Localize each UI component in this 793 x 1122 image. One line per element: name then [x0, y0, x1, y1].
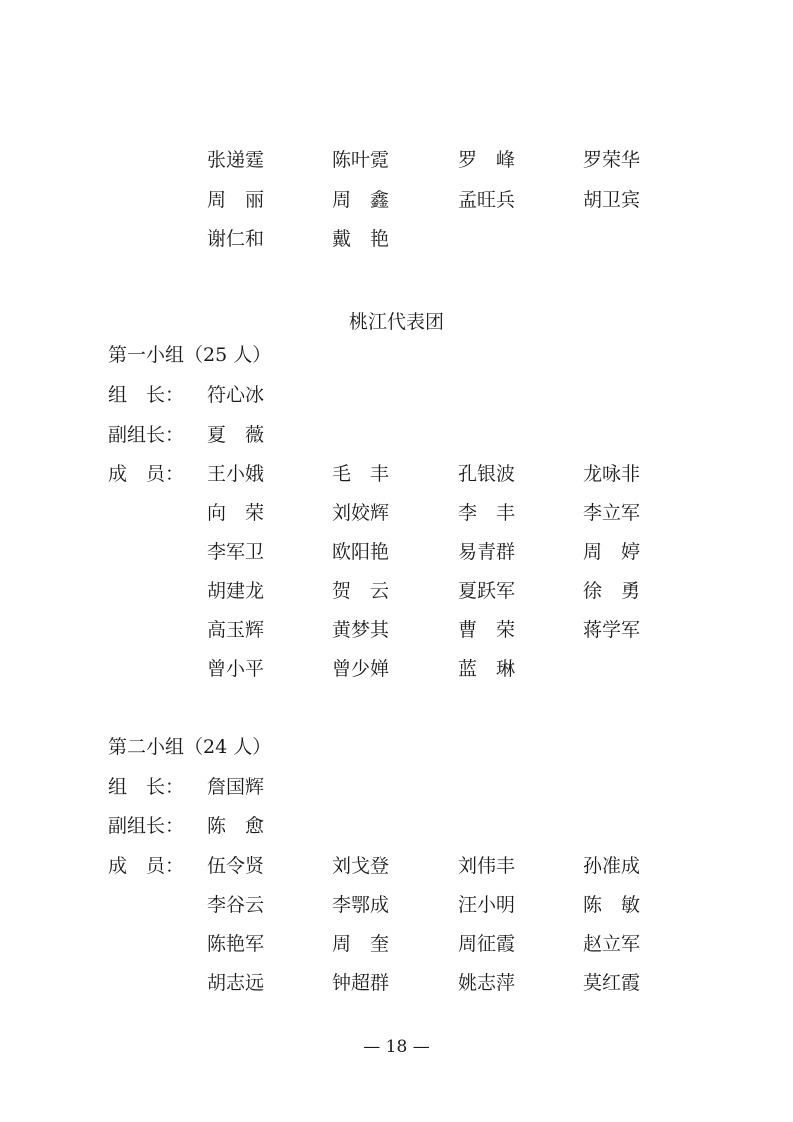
member-name: 汪小明: [458, 894, 516, 916]
member-row: [0, 929, 793, 959]
member-row: [0, 459, 793, 489]
member-name: 徐 勇: [583, 580, 641, 602]
member-row: [0, 537, 793, 567]
member-name: 姚志萍: [458, 972, 516, 994]
member-name: 刘伟丰: [458, 855, 516, 877]
member-name: 陈 敏: [583, 894, 641, 916]
member-name: 曾小平: [207, 658, 265, 680]
leader-label: 组 长：: [108, 776, 185, 798]
member-name: 周 丽: [207, 189, 265, 211]
group-title: 第二小组（24 人）: [108, 736, 272, 758]
member-name: 谢仁和: [207, 228, 265, 250]
group-title: 第一小组（25 人）: [108, 344, 272, 366]
member-name: 陈艳军: [207, 933, 265, 955]
delegation-title: 桃江代表团: [348, 311, 444, 333]
member-name: 莫红霞: [583, 972, 641, 994]
member-name: 向 荣: [207, 502, 265, 524]
leader-name: 符心冰: [207, 384, 265, 406]
member-name: 孟旺兵: [458, 189, 516, 211]
member-name: 李鄂成: [332, 894, 390, 916]
member-name: 毛 丰: [332, 463, 390, 485]
member-name: 周 奎: [332, 933, 390, 955]
member-name: 黄梦其: [332, 619, 390, 641]
member-name: 赵立军: [583, 933, 641, 955]
member-name: 曹 荣: [458, 619, 516, 641]
member-name: 罗 峰: [458, 149, 516, 171]
member-name: 李 丰: [458, 502, 516, 524]
member-row: [0, 145, 793, 175]
member-name: 胡建龙: [207, 580, 265, 602]
member-row: [0, 851, 793, 881]
member-name: 周 鑫: [332, 189, 390, 211]
members-label: 成 员：: [108, 463, 185, 485]
member-name: 钟超群: [332, 972, 390, 994]
member-name: 伍令贤: [207, 855, 265, 877]
page-number: — 18 —: [363, 1037, 430, 1057]
member-name: 胡志远: [207, 972, 265, 994]
member-name: 易青群: [458, 541, 516, 563]
member-name: 刘戈登: [332, 855, 390, 877]
member-name: 孔银波: [458, 463, 516, 485]
deputy-row: [0, 811, 793, 841]
member-row: [0, 890, 793, 920]
member-row: [0, 615, 793, 645]
leader-label: 组 长：: [108, 384, 185, 406]
deputy-row: [0, 420, 793, 450]
member-name: 刘姣辉: [332, 502, 390, 524]
member-name: 孙准成: [583, 855, 641, 877]
member-row: [0, 968, 793, 998]
deputy-label: 副组长：: [108, 424, 185, 446]
deputy-label: 副组长：: [108, 815, 185, 837]
member-row: [0, 185, 793, 215]
member-name: 李立军: [583, 502, 641, 524]
member-name: 罗荣华: [583, 149, 641, 171]
member-name: 陈叶霓: [332, 149, 390, 171]
member-name: 王小娥: [207, 463, 265, 485]
member-name: 曾少婵: [332, 658, 390, 680]
member-name: 蓝 琳: [458, 658, 516, 680]
member-name: 周征霞: [458, 933, 516, 955]
member-name: 高玉辉: [207, 619, 265, 641]
member-name: 胡卫宾: [583, 189, 641, 211]
member-name: 夏跃军: [458, 580, 516, 602]
leader-name: 詹国辉: [207, 776, 265, 798]
leader-row: [0, 772, 793, 802]
member-name: 欧阳艳: [332, 541, 390, 563]
member-name: 周 婷: [583, 541, 641, 563]
member-row: [0, 224, 793, 254]
member-name: 李谷云: [207, 894, 265, 916]
member-row: [0, 576, 793, 606]
member-row: [0, 654, 793, 684]
member-name: 张递霆: [207, 149, 265, 171]
member-row: [0, 498, 793, 528]
deputy-name: 夏 薇: [207, 424, 265, 446]
member-name: 龙咏非: [583, 463, 641, 485]
member-name: 李军卫: [207, 541, 265, 563]
member-name: 戴 艳: [332, 228, 390, 250]
member-name: 贺 云: [332, 580, 390, 602]
deputy-name: 陈 愈: [207, 815, 265, 837]
members-label: 成 员：: [108, 855, 185, 877]
leader-row: [0, 380, 793, 410]
member-name: 蒋学军: [583, 619, 641, 641]
